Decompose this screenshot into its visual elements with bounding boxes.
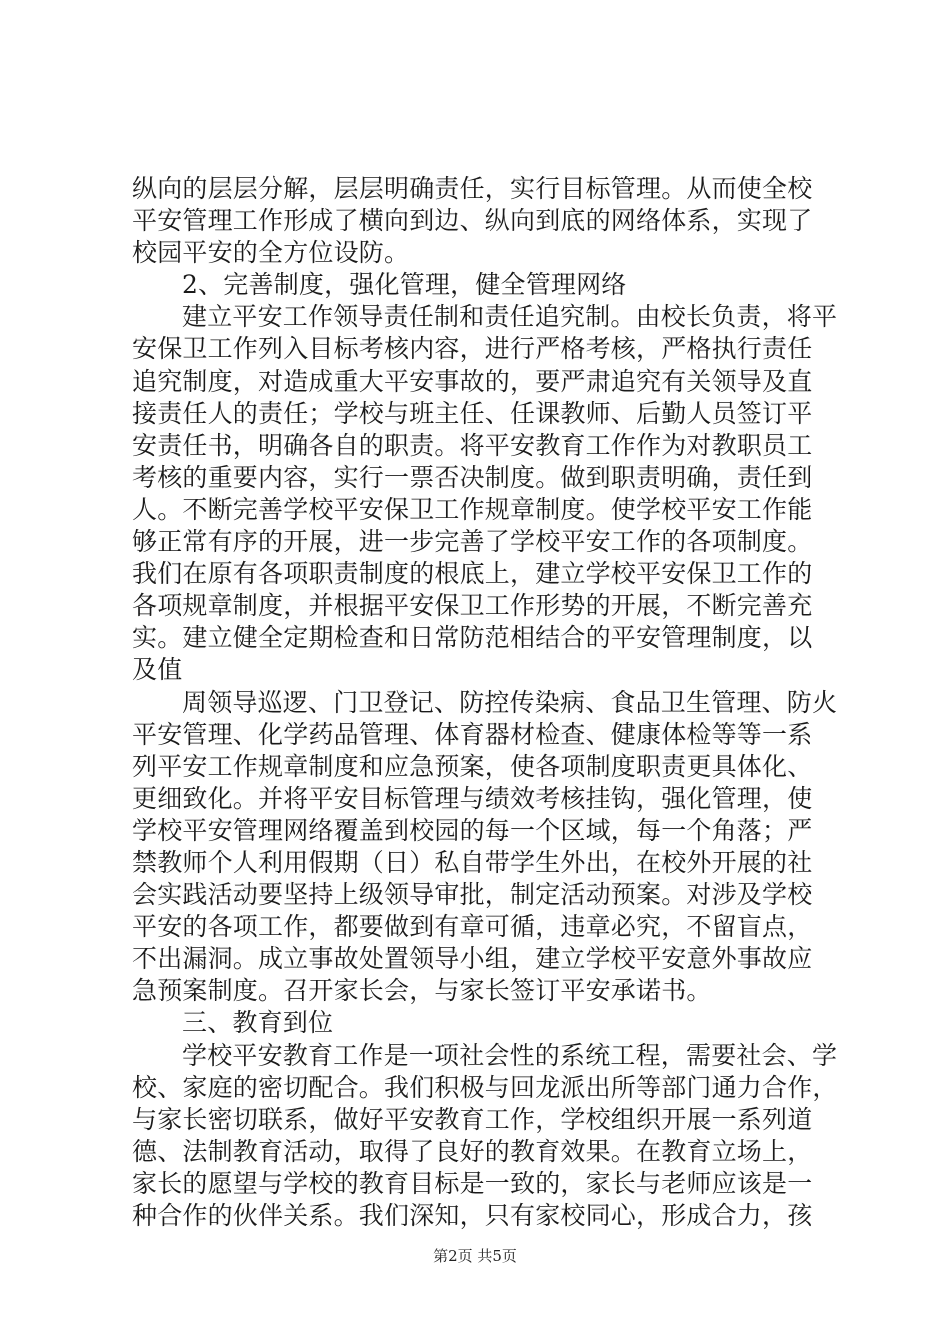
text-line: 急预案制度。召开家长会，与家长签订平安承诺书。 [132,976,712,1006]
text-line: 三、教育到位 [182,1008,334,1038]
text-line: 不出漏洞。成立事故处置领导小组，建立学校平安意外事故应 [132,944,813,974]
text-line: 家长的愿望与学校的教育目标是一致的，家长与老师应该是一 [132,1168,813,1198]
text-line: 实。建立健全定期检查和日常防范相结合的平安管理制度，以 [132,623,813,653]
text-line: 与家长密切联系，做好平安教育工作，学校组织开展一系列道 [132,1104,813,1134]
text-line: 安保卫工作列入目标考核内容，进行严格考核，严格执行责任 [132,334,813,364]
text-line: 及值 [132,655,183,685]
text-line: 校、家庭的密切配合。我们积极与回龙派出所等部门通力合作， [132,1072,838,1102]
text-line: 平安的各项工作，都要做到有章可循，违章必究，不留盲点， [132,912,813,942]
text-line: 追究制度，对造成重大平安事故的，要严肃追究有关领导及直 [132,366,813,396]
text-line: 安责任书，明确各自的职责。将平安教育工作作为对教职员工 [132,430,813,460]
page-number: 第2页 共5页 [433,1247,517,1265]
text-line: 平安管理工作形成了横向到边、纵向到底的网络体系，实现了 [132,206,813,236]
text-line: 禁教师个人利用假期（日）私自带学生外出，在校外开展的社 [132,847,813,877]
text-line: 学校平安教育工作是一项社会性的系统工程，需要社会、学 [182,1040,838,1070]
text-line: 2、完善制度，强化管理，健全管理网络 [182,270,627,300]
text-line: 周领导巡逻、门卫登记、防控传染病、食品卫生管理、防火 [182,687,838,717]
text-line: 纵向的层层分解，层层明确责任，实行目标管理。从而使全校 [132,174,813,203]
text-line: 德、法制教育活动，取得了良好的教育效果。在教育立场上， [132,1136,813,1166]
text-line: 平安管理、化学药品管理、体育器材检查、健康体检等等一系 [132,719,813,749]
text-line: 学校平安管理网络覆盖到校园的每一个区域，每一个角落；严 [132,815,813,845]
text-line: 列平安工作规章制度和应急预案，使各项制度职责更具体化、 [132,751,813,781]
text-line: 会实践活动要坚持上级领导审批，制定活动预案。对涉及学校 [132,880,813,910]
text-line: 建立平安工作领导责任制和责任追究制。由校长负责，将平 [182,302,838,332]
document-body [132,173,838,1232]
text-line: 校园平安的全方位设防。 [132,238,410,268]
text-line: 考核的重要内容，实行一票否决制度。做到职责明确，责任到 [132,462,813,492]
text-line: 我们在原有各项职责制度的根底上，建立学校平安保卫工作的 [132,559,813,589]
text-line: 人。不断完善学校平安保卫工作规章制度。使学校平安工作能 [132,494,813,524]
text-line: 各项规章制度，并根据平安保卫工作形势的开展，不断完善充 [132,591,813,621]
text-line: 更细致化。并将平安目标管理与绩效考核挂钩，强化管理，使 [132,783,813,813]
text-line: 接责任人的责任；学校与班主任、任课教师、后勤人员签订平 [132,398,813,428]
text-line: 够正常有序的开展，进一步完善了学校平安工作的各项制度。 [132,527,813,557]
text-line: 种合作的伙伴关系。我们深知，只有家校同心，形成合力，孩 [132,1201,813,1230]
